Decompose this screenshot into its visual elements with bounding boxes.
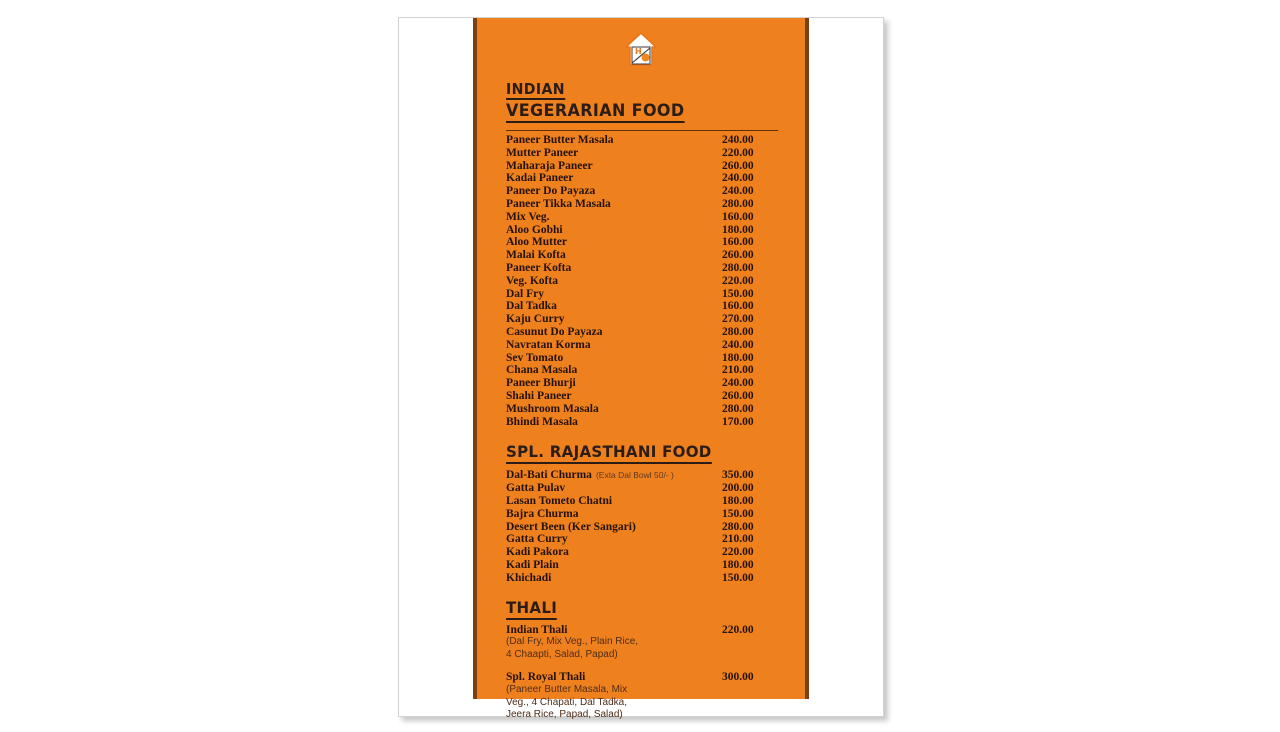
item-name: Paneer Kofta [506,261,572,274]
item-name: Casunut Do Payaza [506,325,603,338]
item-name: Navratan Korma [506,338,591,351]
item-price: 350.00 [722,469,754,482]
menu-item-row [506,624,778,637]
item-price: 240.00 [722,172,754,185]
menu-item-row [506,313,778,326]
menu-item-row [506,671,778,684]
menu-item-row [506,495,778,508]
thali-description [506,636,696,661]
item-name: Sev Tomato [506,351,564,364]
item-price: 220.00 [722,274,754,287]
item-name: Paneer Tikka Masala [506,197,611,210]
menu-item-row [506,211,778,224]
item-name: Mutter Paneer [506,146,579,159]
title-divider [506,130,778,131]
thali-description [506,684,696,722]
section-heading-thali-wrap [506,598,778,620]
item-price: 180.00 [722,494,754,507]
item-name: Dal Fry [506,287,545,300]
menu-item-row [506,416,778,429]
menu-item-row [506,390,778,403]
item-name: Kadai Paneer [506,172,574,185]
menu-item-row [506,482,778,495]
menu-item-row [506,559,778,572]
item-name: Gatta Curry [506,533,568,546]
thali-item-spl-royal [506,671,778,722]
menu-item-row [506,546,778,559]
item-price: 240.00 [722,185,754,198]
item-name: Dal Tadka [506,300,557,313]
menu-item-row [506,198,778,211]
item-note: (Exta Dal Bowl 50/- ) [595,470,674,481]
menu-item-row [506,185,778,198]
menu-item-row [506,134,778,147]
item-name: Lasan Tometo Chatni [506,494,613,507]
item-name: Spl. Royal Thali [506,671,586,684]
menu-item-row [506,300,778,313]
menu-item-row [506,224,778,237]
item-price: 260.00 [722,389,754,402]
item-price: 150.00 [722,287,754,300]
thali-description-line: Veg., 4 Chapati, Dal Tadka, [506,696,628,708]
item-price: 220.00 [722,623,754,636]
thali-description-line: (Paneer Butter Masala, Mix [506,684,628,696]
item-price: 240.00 [722,134,754,146]
item-price: 220.00 [722,546,754,559]
menu-title-line2: VEGERARIAN FOOD [506,101,685,121]
item-price: 280.00 [722,261,754,274]
item-price: 300.00 [722,671,754,684]
section-indian-vegetarian-food [506,134,778,428]
item-price: 160.00 [722,300,754,313]
menu-item-row [506,521,778,534]
item-price: 280.00 [722,402,754,415]
section-heading-rajasthani-wrap [506,442,778,464]
menu-item-row [506,352,778,365]
item-price: 150.00 [722,571,754,584]
item-price: 170.00 [722,415,754,428]
section-spl-rajasthani-food [506,469,778,584]
item-name: Dal-Bati Churma [506,469,592,482]
item-name: Kadi Pakora [506,546,569,559]
item-price: 280.00 [722,197,754,210]
item-name: Shahi Paneer [506,389,572,402]
item-price: 180.00 [722,351,754,364]
item-price: 180.00 [722,558,754,571]
item-name: Mushroom Masala [506,402,599,415]
logo-container [477,32,805,66]
thali-description-line: 4 Chaapti, Salad, Papad) [506,648,618,660]
menu-item-row [506,377,778,390]
menu-item-row [506,249,778,262]
thali-item-indian [506,624,778,662]
menu-item-row [506,262,778,275]
item-price: 270.00 [722,313,754,326]
item-name: Paneer Bhurji [506,377,576,390]
item-name: Chana Masala [506,364,578,377]
item-name: Veg. Kofta [506,274,558,287]
menu-item-row [506,364,778,377]
svg-text:H: H [635,47,642,56]
menu-item-row [506,339,778,352]
item-price: 220.00 [722,146,754,159]
menu-item-row [506,236,778,249]
item-name: Aloo Gobhi [506,223,563,236]
item-price: 200.00 [722,482,754,495]
item-price: 210.00 [722,364,754,377]
house-logo [625,32,657,66]
menu-item-row [506,403,778,416]
menu-title-line1: INDIAN [506,80,565,98]
menu-item-row [506,326,778,339]
item-name: Maharaja Paneer [506,159,593,172]
item-price: 260.00 [722,159,754,172]
menu-item-row [506,533,778,546]
menu-title [506,82,778,126]
menu-item-row [506,147,778,160]
menu-item-row [506,508,778,521]
item-price: 280.00 [722,325,754,338]
item-name: Bhindi Masala [506,415,578,428]
menu-item-row [506,172,778,185]
section-heading-rajasthani: SPL. RAJASTHANI FOOD [506,442,712,464]
item-price: 280.00 [722,520,754,533]
item-name: Kaju Curry [506,313,565,326]
item-name: Kadi Plain [506,558,559,571]
item-name: Desert Been (Ker Sangari) [506,520,636,533]
menu-item-row [506,275,778,288]
item-name: Indian Thali [506,623,568,636]
item-price: 160.00 [722,210,754,223]
menu-panel [473,18,809,721]
item-price: 260.00 [722,249,754,262]
thali-description-line: Jeera Rice, Papad, Salad) [506,709,623,721]
item-name: Gatta Pulav [506,482,566,495]
item-price: 160.00 [722,236,754,249]
thali-description-line: (Dal Fry, Mix Veg., Plain Rice, [506,636,639,648]
item-price: 240.00 [722,377,754,390]
item-price: 240.00 [722,338,754,351]
item-name: Paneer Do Payaza [506,185,596,198]
item-price: 180.00 [722,223,754,236]
item-price: 150.00 [722,507,754,520]
item-name: Khichadi [506,571,552,584]
menu-item-row [506,160,778,173]
menu-item-row [506,469,778,482]
menu-item-row [506,572,778,585]
item-name: Bajra Churma [506,507,579,520]
section-heading-thali: THALI [506,598,557,620]
item-name: Paneer Butter Masala [506,134,614,146]
menu-content [506,82,778,732]
item-price: 210.00 [722,533,754,546]
menu-item-row [506,288,778,301]
item-name: Mix Veg. [506,210,550,223]
item-name: Aloo Mutter [506,236,567,249]
item-name: Malai Kofta [506,249,566,262]
